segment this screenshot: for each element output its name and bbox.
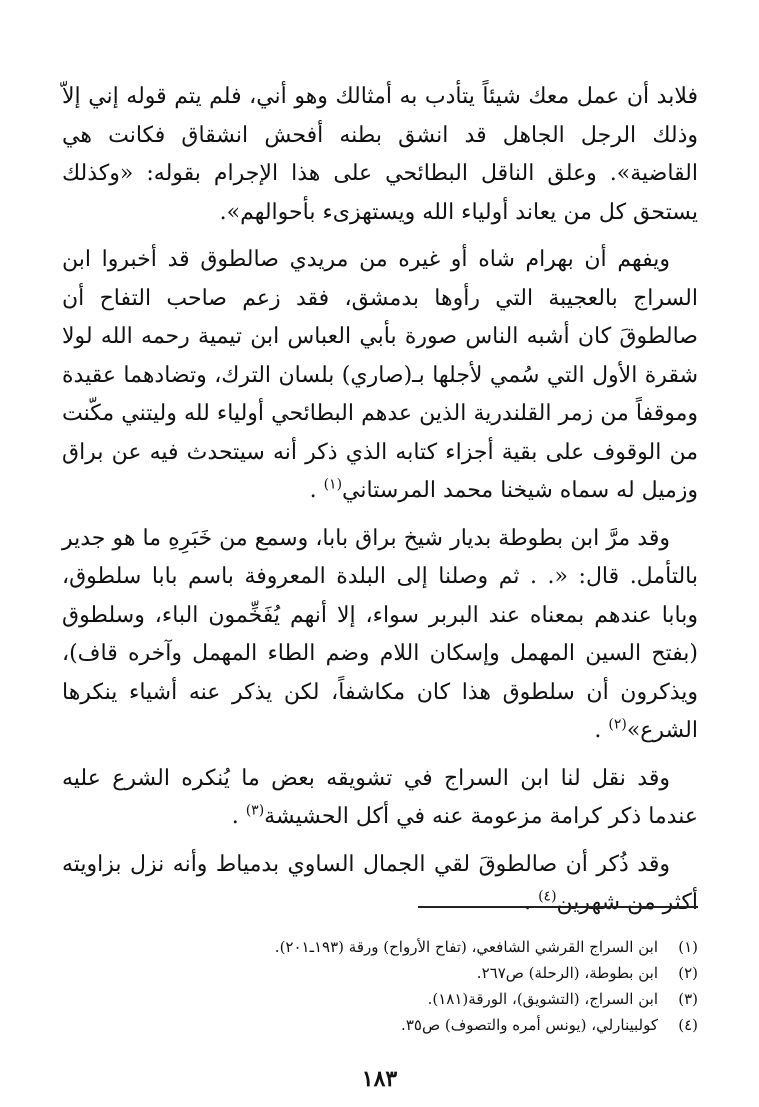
paragraph-2-text: ويفهم أن بهرام شاه أو غيره من مريدي صالطوق قد أخبروا ابن السراج بالعجيبة التي رأوها بدمشق، فقد زعم صاحب التفاح أن صالطوقَ كان أشبه الناس صورة بأبي العباس ابن تيمية رحمه الله لولا شقرة الأول التي سُمي لأجلها بـ(صاري) بلسان الترك، وتضادهما عقيدة وموقفاً من زمر القلندرية الذين عدهم البطائحي أولياء لله وليتني مكّنت من الوقوف على بقية أجزاء كتابه الذي ذكر أنه سيتحدث فيه عن براق وزميل له سماه شيخنا محمد المرستاني — [62, 247, 698, 503]
paragraph-2-end: . — [309, 478, 324, 503]
footnote-text: كولبينارلي، (يونس أمره والتصوف) ص٣٥. — [401, 1016, 658, 1034]
footnote-divider — [418, 906, 698, 908]
footnote-text: ابن بطوطة، (الرحلة) ص٢٦٧. — [476, 964, 658, 982]
footnote-item — [150, 934, 698, 960]
paragraph-1-text: فلابد أن عمل معك شيئاً يتأدب به أمثالك وهو أني، فلم يتم قوله إني إلاّ وذلك الرجل الجاهل قد انشق بطنه أفحش انشقاق فكانت هي القاضية». وعلق الناقل البطائحي على هذا الإجرام بقوله: «وكذلك يستحق كل من يعاند أولياء الله ويستهزىء بأحوالهم». — [62, 84, 698, 225]
footnote-number: (١) — [678, 938, 698, 956]
paragraph-3-end: . — [594, 718, 609, 743]
footnote-item — [150, 960, 698, 986]
footnotes — [150, 934, 698, 1038]
footnote-item — [150, 986, 698, 1012]
footnote-ref-3: (٣) — [245, 802, 265, 819]
footnote-number: (٤) — [678, 1016, 698, 1034]
footnote-ref-4: (٤) — [538, 888, 557, 905]
body-text — [62, 78, 698, 932]
footnote-number: (٣) — [678, 990, 698, 1008]
paragraph-5 — [62, 846, 698, 923]
paragraph-4-end: . — [231, 804, 246, 829]
paragraph-3 — [62, 520, 698, 751]
footnote-number: (٢) — [678, 964, 698, 982]
paragraph-2 — [62, 241, 698, 511]
footnote-ref-1: (١) — [323, 476, 343, 493]
footnote-ref-2: (٢) — [608, 716, 627, 733]
paragraph-4-text: وقد نقل لنا ابن السراج في تشويقه بعض ما يُنكره الشرع عليه عندما ذكر كرامة مزعومة عنه في أكل الحشيشة — [62, 765, 698, 829]
paragraph-3-text: وقد مرَّ ابن بطوطة بديار شيخ براق بابا، وسمع من خَبَرِهِ ما هو جدير بالتأمل. قال: «. . ثم وصلنا إلى البلدة المعروفة باسم بابا سلطوق، وبابا عندهم بمعناه عند البربر سواء، إلا أنهم يُفَخِّمون الباء، وسلطوق (بفتح السين المهمل وإسكان اللام وضم الطاء المهمل وآخره قاف)، ويذكرون أن سلطوق هذا كان مكاشفاً، لكن يذكر عنه أشياء ينكرها الشرع» — [62, 525, 698, 743]
page-number: ١٨٣ — [361, 1066, 398, 1092]
paragraph-1 — [62, 78, 698, 232]
paragraph-4 — [62, 760, 698, 837]
paragraph-5-end: . — [524, 890, 539, 915]
paragraph-5-text: وقد ذُكر أن صالطوقَ لقي الجمال الساوي بدمياط وأنه نزل بزاويته أكثر من شهرين — [62, 851, 698, 915]
footnote-text: ابن السراج القرشي الشافعي، (تفاح الأرواح) ورقة (١٩٣ـ٢٠١). — [274, 938, 658, 956]
footnote-item — [150, 1012, 698, 1038]
footnote-text: ابن السراج، (التشويق)، الورقة(١٨١). — [427, 990, 658, 1008]
